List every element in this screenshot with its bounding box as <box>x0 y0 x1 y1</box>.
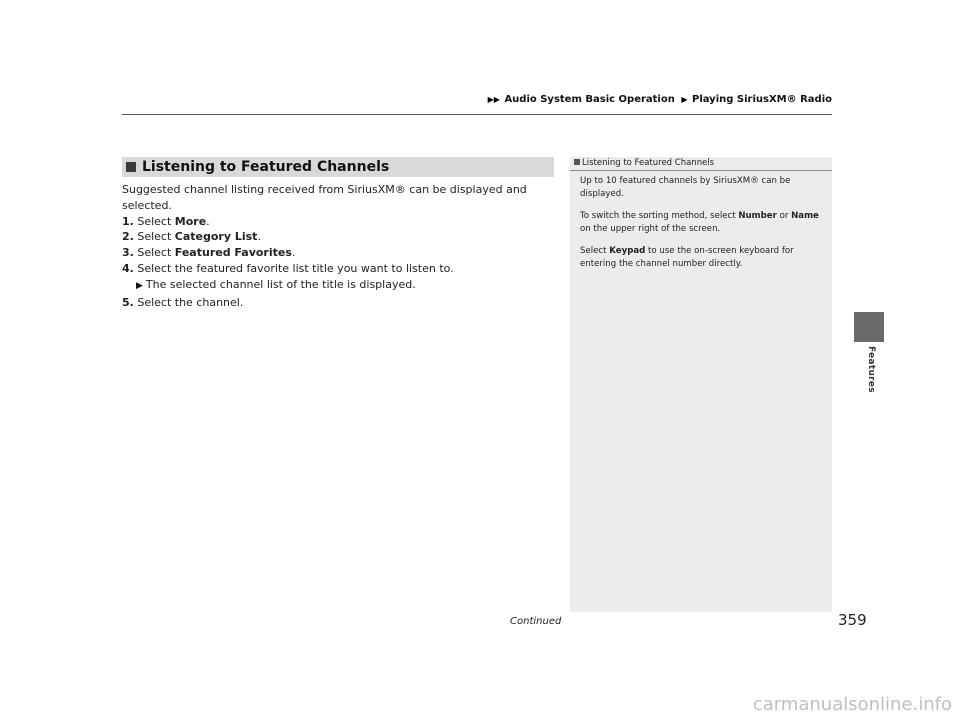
note-paragraph-3: Select Keypad to use the on-screen keyboard for entering the channel number directly. <box>580 246 794 269</box>
breadcrumb-item-2[interactable]: Playing SiriusXM® Radio <box>691 94 832 105</box>
double-arrow-icon: ▶▶ <box>487 95 500 104</box>
step-1: 1. Select More. <box>122 214 210 228</box>
breadcrumb <box>488 94 832 105</box>
continued-label: Continued <box>510 616 562 627</box>
arrow-icon: ▶ <box>681 95 688 104</box>
section-body <box>122 182 562 310</box>
header-rule <box>122 114 832 115</box>
note-heading: Listening to Featured Channels <box>570 157 832 171</box>
side-tab-marker <box>854 312 884 342</box>
step-2: 2. Select Category List. <box>122 230 261 244</box>
sub-step: ▶ The selected channel list of the title is displayed. <box>136 277 416 291</box>
note-paragraph-2: To switch the sorting method, select Number or Name on the upper right of the screen. <box>580 211 819 234</box>
section-title: Listening to Featured Channels <box>142 159 390 175</box>
page-number: 359 <box>838 611 867 629</box>
breadcrumb-item-1[interactable]: Audio System Basic Operation <box>504 94 675 105</box>
note-body <box>570 175 832 271</box>
note-marker-icon <box>574 159 580 165</box>
intro-text: Suggested channel listing received from SiriusXM® can be displayed and selected. <box>122 183 527 212</box>
step-5: 5. Select the channel. <box>122 295 244 309</box>
step-3: 3. Select Featured Favorites. <box>122 246 296 260</box>
side-note-panel <box>570 157 832 612</box>
side-tab-label: Features <box>866 346 876 393</box>
section-header <box>122 157 554 177</box>
note-paragraph-1: Up to 10 featured channels by SiriusXM® can be displayed. <box>580 176 791 199</box>
result-arrow-icon: ▶ <box>136 280 143 291</box>
watermark: carmanualsonline.info <box>752 694 952 715</box>
step-4: 4. Select the featured favorite list title you want to listen to. <box>122 261 454 275</box>
square-bullet-icon <box>126 162 136 172</box>
